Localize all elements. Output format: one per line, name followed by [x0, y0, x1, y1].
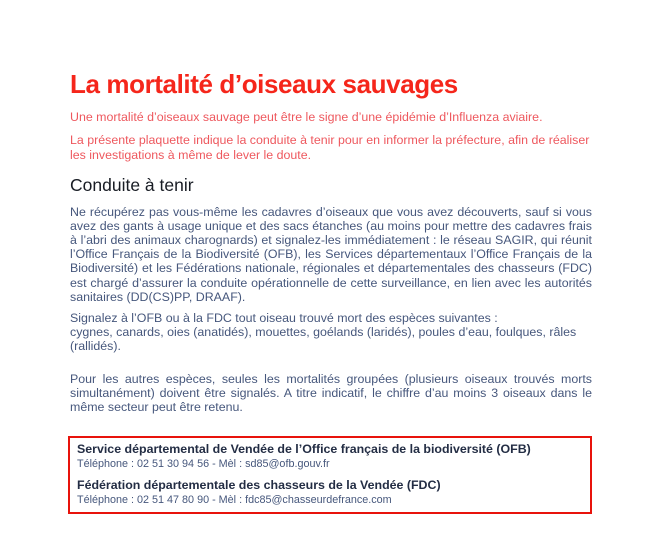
- intro-line-purpose: La présente plaquette indique la conduite à tenir pour en informer la préfecture, afin de réaliser les investigations à même de lever le doute.: [70, 133, 590, 162]
- paragraph-other-species: Pour les autres espèces, seules les mortalités groupées (plusieurs oiseaux trouvés morts simultanément) doivent être signalés. A titre indicatif, le chiffre d’au moins 3 oiseaux dans le même secteur peut être retenu.: [70, 371, 592, 414]
- paragraph-instructions: Ne récupérez pas vous-même les cadavres d’oiseaux que vous avez découverts, sauf si vous avez des gants à usage unique et des sacs étanches (au moins pour mettre des cadavres frais à l’abri des animaux charognards) et signalez-les immédiatement : le réseau SAGIR, qui réunit l’Office Français de la Biodiversité (OFB), les Services départementaux l’Office Français de la Biodiversité) et les Fédérations nationale, régionales et départementales des chasseurs (FDC) est chargé d’assurer la conduite opérationnelle de cette surveillance, en lien avec les autorités sanitaires (DD(CS)PP, DRAAF).: [70, 204, 592, 304]
- intro-line-epidemic: Une mortalité d’oiseaux sauvage peut être le signe d’une épidémie d’Influenza aviaire.: [70, 109, 543, 124]
- page-title: La mortalité d’oiseaux sauvages: [70, 69, 458, 99]
- contact-name-ofb: Service départemental de Vendée de l’Office français de la biodiversité (OFB): [77, 442, 531, 457]
- document-content: [70, 0, 592, 514]
- contact-details-fdc: Téléphone : 02 51 47 80 90 - Mèl : fdc85@chasseurdefrance.com: [77, 493, 392, 506]
- contact-entry-fdc: [77, 478, 582, 507]
- section-heading-conduite: Conduite à tenir: [70, 175, 194, 196]
- paragraph-report-species-intro: Signalez à l’OFB ou à la FDC tout oiseau trouvé mort des espèces suivantes :: [70, 310, 498, 325]
- contact-box: [68, 436, 592, 514]
- contact-name-fdc: Fédération départementale des chasseurs de la Vendée (FDC): [77, 477, 441, 492]
- contact-entry-ofb: [77, 442, 582, 471]
- contact-details-ofb: Téléphone : 02 51 30 94 56 - Mèl : sd85@ofb.gouv.fr: [77, 458, 330, 471]
- paragraph-species-list: cygnes, canards, oies (anatidés), mouettes, goélands (laridés), poules d’eau, foulques, râles (rallidés).: [70, 325, 577, 354]
